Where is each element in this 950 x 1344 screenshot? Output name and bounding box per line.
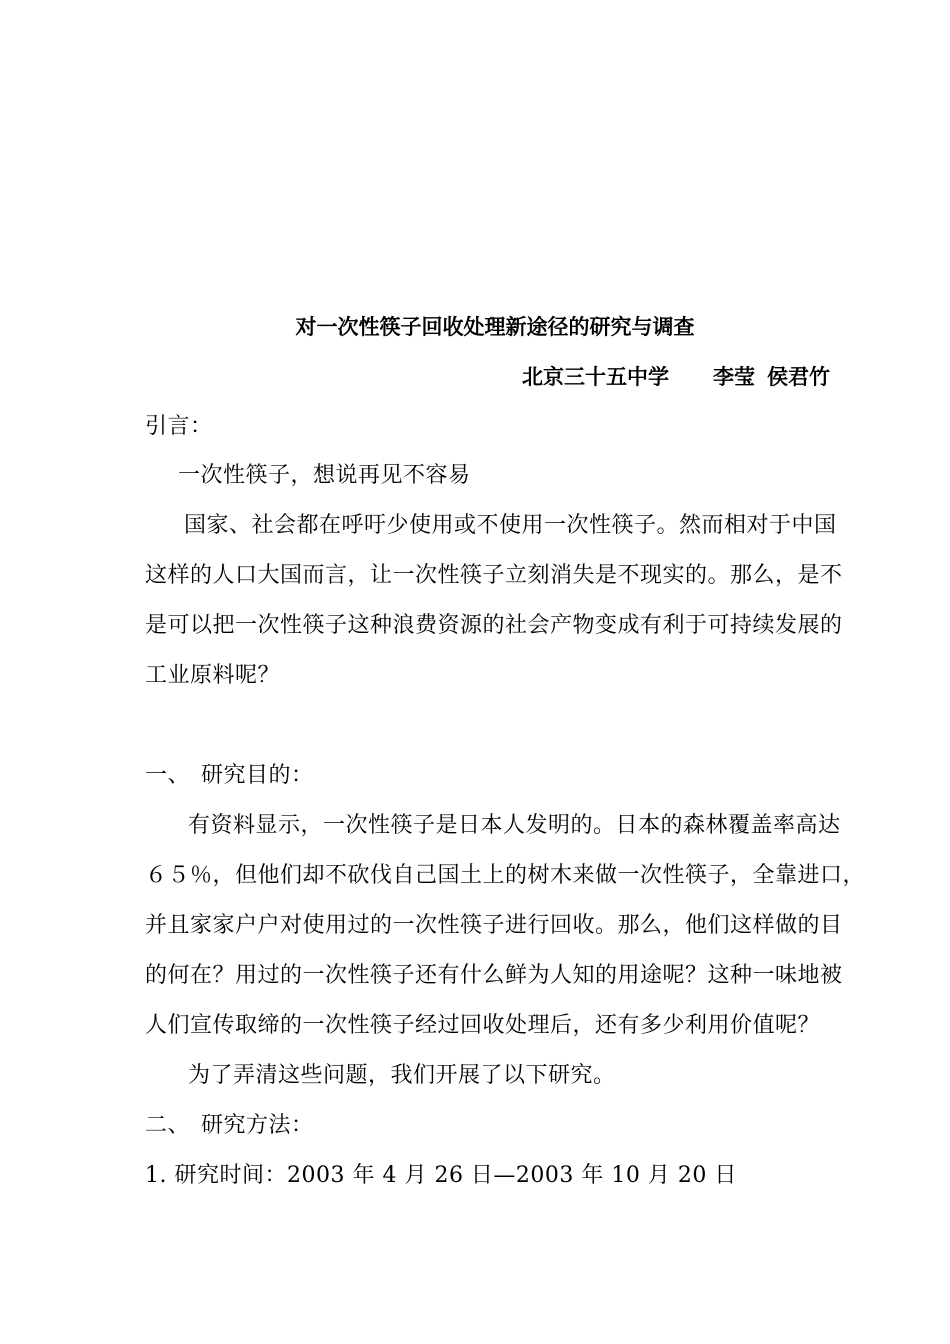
paragraph-line: 的何在？用过的一次性筷子还有什么鲜为人知的用途呢？这种一味地被 [145, 963, 843, 988]
list-item: 1. 研究时间：2003 年 4 月 26 日—2003 年 10 月 20 日 [145, 1163, 737, 1188]
paragraph-line: 人们宣传取缔的一次性筷子经过回收处理后，还有多少利用价值呢？ [145, 1013, 821, 1038]
paragraph-line: 工业原料呢？ [145, 663, 281, 688]
section-number: 二、 [145, 1113, 191, 1138]
document-title: 对一次性筷子回收处理新途径的研究与调查 [295, 315, 695, 339]
paragraph-line: 是可以把一次性筷子这种浪费资源的社会产物变成有利于可持续发展的 [145, 613, 843, 638]
paragraph-line: 有资料显示，一次性筷子是日本人发明的。日本的森林覆盖率高达 [188, 813, 841, 838]
author-name: 李莹 [713, 365, 755, 389]
section-heading [145, 761, 314, 791]
paragraph-line: 并且家家户户对使用过的一次性筷子进行回收。那么，他们这样做的目 [145, 913, 843, 938]
author-line [522, 362, 830, 392]
section-heading [145, 1111, 314, 1141]
paragraph-line: 为了弄清这些问题，我们开展了以下研究。 [188, 1063, 616, 1088]
author-name: 侯君竹 [767, 365, 830, 389]
section-title: 研究方法： [201, 1113, 314, 1138]
paragraph-line: 国家、社会都在呼吁少使用或不使用一次性筷子。然而相对于中国 [184, 513, 837, 538]
section-title: 研究目的： [201, 763, 314, 788]
section-number: 一、 [145, 763, 191, 788]
intro-subtitle: 一次性筷子，想说再见不容易 [178, 463, 471, 488]
paragraph-line: 这样的人口大国而言，让一次性筷子立刻消失是不现实的。那么，是不 [145, 563, 843, 588]
school-name: 北京三十五中学 [522, 365, 669, 389]
paragraph-line: ６５％，但他们却不砍伐自己国土上的树木来做一次性筷子，全靠进口， [145, 863, 866, 888]
intro-heading: 引言： [145, 414, 213, 439]
